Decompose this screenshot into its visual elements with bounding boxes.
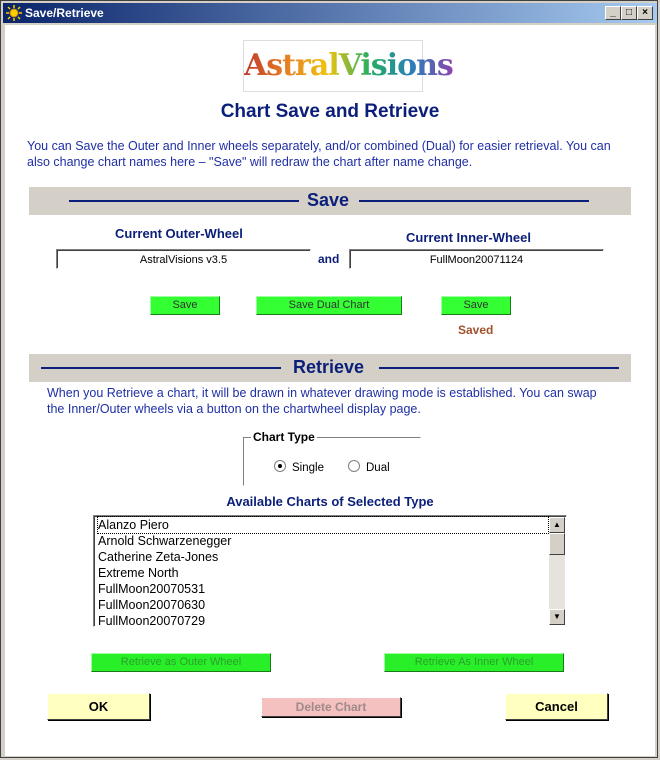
ok-button[interactable]: OK — [47, 693, 150, 720]
list-item[interactable]: FullMoon20070630 — [98, 598, 206, 612]
list-item[interactable]: Arnold Schwarzenegger — [98, 534, 232, 548]
outer-wheel-label: Current Outer-Wheel — [115, 226, 243, 241]
save-dual-chart-button[interactable]: Save Dual Chart — [256, 296, 402, 315]
charts-listbox[interactable] — [93, 515, 567, 627]
maximize-button[interactable]: □ — [621, 6, 637, 20]
retrieve-inner-button[interactable]: Retrieve As Inner Wheel — [384, 653, 564, 672]
radio-checked-icon — [274, 460, 286, 472]
radio-unchecked-icon — [348, 460, 360, 472]
retrieve-outer-button[interactable]: Retrieve as Outer Wheel — [91, 653, 271, 672]
list-item[interactable]: FullMoon20070729 — [98, 614, 206, 627]
inner-wheel-label: Current Inner-Wheel — [406, 230, 531, 245]
list-item[interactable]: Alanzo Piero — [98, 517, 548, 533]
save-outer-button[interactable]: Save — [150, 296, 220, 315]
save-section-label: Save — [307, 190, 350, 210]
scrollbar-thumb[interactable] — [549, 533, 565, 555]
delete-chart-button[interactable]: Delete Chart — [261, 697, 401, 717]
chart-type-group — [243, 430, 421, 486]
title-bar — [3, 3, 657, 23]
list-item[interactable]: Catherine Zeta-Jones — [98, 550, 219, 564]
client-area — [5, 25, 655, 756]
intro-text: You can Save the Outer and Inner wheels separately, and/or combined (Dual) for easier retrieval. You can also change chart names here – "Save" will redraw the chart after name change. — [27, 139, 611, 169]
sun-icon — [6, 5, 22, 21]
chart-type-legend: Chart Type — [253, 430, 315, 444]
scroll-up-arrow-icon[interactable]: ▲ — [549, 517, 565, 533]
close-button[interactable]: × — [637, 6, 653, 20]
list-item[interactable]: FullMoon20070531 — [98, 582, 206, 596]
radio-single[interactable]: Single — [274, 460, 324, 474]
minimize-button[interactable]: _ — [605, 6, 621, 20]
outer-wheel-name-field[interactable]: AstralVisions v3.5 — [56, 249, 311, 269]
radio-dual[interactable]: Dual — [348, 460, 390, 474]
list-item[interactable]: Extreme North — [98, 566, 179, 580]
save-section-header — [29, 187, 631, 215]
saved-status: Saved — [458, 323, 494, 337]
scroll-down-arrow-icon[interactable]: ▼ — [549, 609, 565, 625]
astralvisions-logo: AstralVisions — [243, 40, 423, 92]
available-charts-title: Available Charts of Selected Type — [226, 494, 434, 509]
scrollbar[interactable] — [549, 517, 565, 625]
cancel-button[interactable]: Cancel — [505, 693, 608, 720]
retrieve-section-header — [29, 354, 631, 382]
inner-wheel-name-field[interactable]: FullMoon20071124 — [349, 249, 604, 269]
retrieve-section-label: Retrieve — [293, 357, 365, 377]
page-title: Chart Save and Retrieve — [220, 101, 440, 122]
save-inner-button[interactable]: Save — [441, 296, 511, 315]
and-label: and — [318, 252, 340, 266]
retrieve-description: When you Retrieve a chart, it will be drawn in whatever drawing mode is established. You can swap the Inner/Outer wheels via a button on the chartwheel display page. — [47, 386, 597, 416]
window-title: Save/Retrieve — [25, 6, 104, 20]
